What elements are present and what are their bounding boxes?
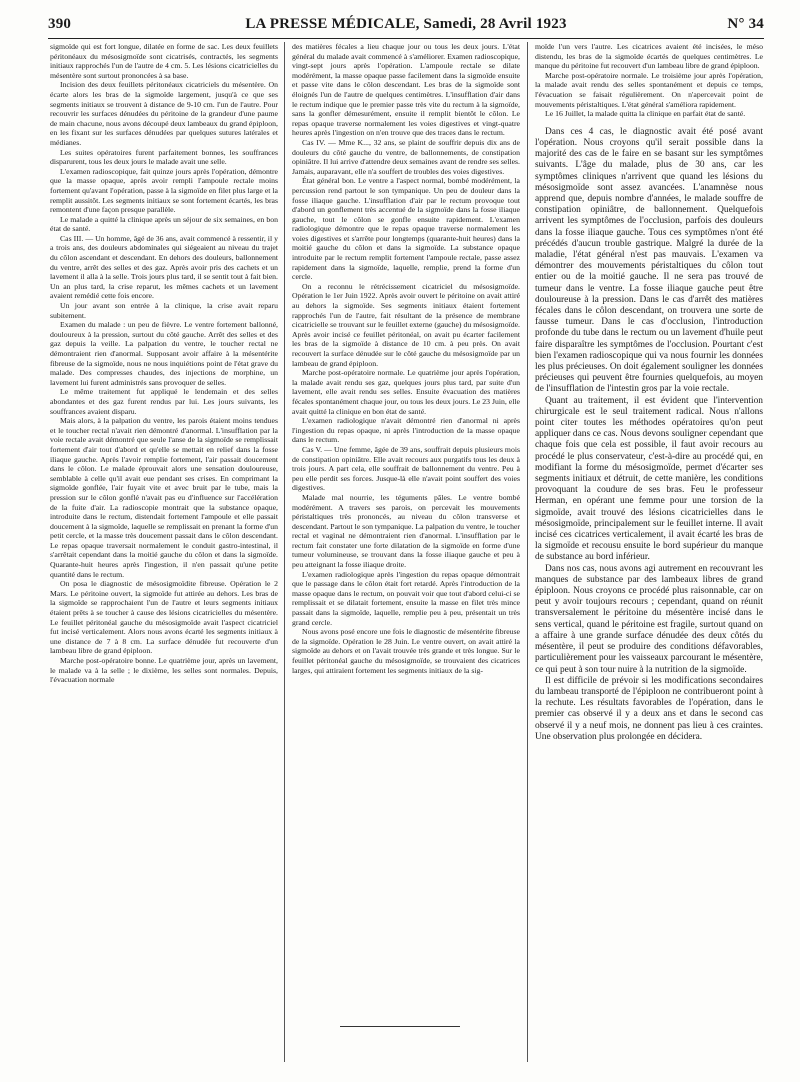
paragraph: Le malade a quitté la clinique après un séjour de six semaines, en bon état de santé. [50,214,278,234]
paragraph: Mais alors, à la palpation du ventre, les parois étaient moins tendues et le toucher rectal n'avait rien démontré d'anormal. L'insufflation par la voie rectale avait démontré que seule l'anse de la sigmoïde se remplissait fortement d'air tout d'abord et qu'elle se mettait en relief dans la fosse iliaque gauche. Après l'avoir remplie fortement, l'air passait doucement dans le côlon. Le malade éprouvait alors une sensation douloureuse, semblable à celle qu'il avait eue pendant ses crises. En comprimant la sigmoïde gonflée, l'air fuyait vite et avec bruit par le tube, mais la pression sur le côlon gonflé n'avait pas eu d'influence sur l'accélération de la fuite d'air. La radioscopie montrait que la substance opaque, introduite dans le rectum, distendait fortement l'ampoule et elle passait doucement à la sigmoïde, laquelle se remplissait en prenant la forme d'un petit cercle, et la masse très doucement passait dans le côlon descendant. Le repas opaque traversait normalement le conduit gastro-intestinal, il s'arrêtait cependant dans la moitié gauche du côlon et dans la sigmoïde. Quarante-huit heures après l'ingestion, il n'en passait qu'une petite quantité dans le rectum. [50,416,278,579]
column-right [535,42,763,1072]
page-header [48,16,764,36]
page-number: 390 [48,16,72,32]
paragraph: sigmoïde qui est fort longue, dilatée en forme de sac. Les deux feuillets péritonéaux du mésosigmoïde sont cicatrisés, contractés, les segments initiaux rapprochés l'un de l'autre de 4 cm. 5. Les lésions cicatricielles du mésentère sont surtout prononcées à sa base. [50,42,278,80]
paragraph: État général bon. Le ventre a l'aspect normal, bombé modérément, la percussion rend partout le son tympanique. Un peu de douleur dans la fosse iliaque gauche. L'insufflation d'air par le rectum provoque tout d'abord un gonflement très accentué de la sigmoïde dans la fosse iliaque gauche, tout le côlon se gonfle ensuite rapidement. L'examen radiologique démontre que le repas opaque traverse normalement les voies digestives et s'arrête pour longtemps (quarante-huit heures) dans la moitié gauche du côlon et dans la sigmoïde. La substance opaque introduite par le rectum remplit fortement l'ampoule rectale, passe assez rapidement dans la sigmoïde, laquelle, remplie, prend la forme d'un cercle. [292,176,520,282]
case-paragraph: Cas IV. — Mme K..., 32 ans, se plaint de souffrir depuis dix ans de douleurs du côté gauche du ventre, de ballonnements, de constipation opiniâtre. Il lui arrive d'attendre deux semaines avant de rendre ses selles. Jamais, auparavant, elle n'a souffert de troubles des voies digestives. [292,137,520,176]
paragraph: Quant au traitement, il est évident que l'intervention chirurgicale est le seul traitement radical. Nous n'allons point citer toutes les méthodes opératoires qu'on peut appliquer dans ce cas. Nous devons souligner cependant que chaque fois que cela est possible, il faut avoir recours au procédé le plus conservateur, c'est-à-dire au procédé qui, en modifiant la forme du mésosigmoïde, permet d'écarter ses segments initiaux et détruit, de cette manière, les conditions provoquant la coudure de ses bras. Feu le professeur Herman, en opérant une femme pour une torsion de la sigmoïde, avait trouvé des lésions cicatricielles dans le mésosigmoïde, principalement sur le feuillet interne. Il avait incisé ces cicatrices verticalement, il avait écarté les bras de la sigmoïde et recousu ensuite le bord supérieur du manque de substance au bord inférieur. [535,395,763,563]
paragraph: Nous avons posé encore une fois le diagnostic de mésentérite fibreuse de la sigmoïde. Opération le 28 Juin. Le ventre ouvert, on avait attiré la sigmoïde au dehors et on l'avait trouvée très grande et très longue. Sur le feuillet péritonéal gauche du mésosigmoïde, se trouvaient des cicatrices larges, qui attiraient fortement les segments initiaux de la sig- [292,627,520,675]
paragraph: Dans nos cas, nous avons agi autrement en recouvrant les manques de substance par des lambeaux libres de grand épiploon. Nous croyons ce procédé plus raisonnable, car on peut y avoir toujours recours ; cependant, quand on réunit transversalement le péritoine du mésentère incisé dans le sens vertical, quand le péritoine est fragile, surtout quand on a affaire à une grande surface dénudée des deux côtés du mésentère, il peut se produire des conditions défavorables, particulièrement pour les vaisseaux parcourant le mésentère, ce qui peut à son tour nuire à la nutrition de la sigmoïde. [535,563,763,675]
case-paragraph: Cas V. — Une femme, âgée de 39 ans, souffrait depuis plusieurs mois de constipation opiniâtre. Elle avait recours aux purgatifs tous les deux à trois jours. A part cela, elle souffrait de ballonnement du ventre. Peu à peu elle perdit ses forces. Jusque-là elle n'avait point souffert des voies digestives. [292,444,520,493]
paragraph: Malade mal nourrie, les téguments pâles. Le ventre bombé modérément. A travers ses parois, on percevait les mouvements péristaltiques très prononcés, au niveau du côlon transverse et descendant. Partout le son tympanique. La palpation du ventre, le toucher rectal et vaginal ne démontraient rien d'anormal. L'insufflation par le rectum fait constater une forte dilatation de la sigmoïde en forme d'une tumeur volumineuse, se trouvant dans la fosse iliaque gauche et peu à peu atteignant la fosse iliaque droite. [292,492,520,570]
journal-title: LA PRESSE MÉDICALE, Samedi, 28 Avril 1923 [245,16,567,32]
column-divider [527,42,528,1062]
paragraph: des matières fécales a lieu chaque jour ou tous les deux jours. L'état général du malade avait commencé à s'améliorer. Examen radioscopique, vingt-sept jours après l'opération. L'ampoule rectale se dilate modérément, la masse opaque passe facilement dans la sigmoïde ensuite et passe vite dans le côlon descendant. Les bras de la sigmoïde sont éloignés l'un de l'autre de quelques centimètres. L'insufflation d'air dans le rectum indique que le premier passe très vite du rectum à la sigmoïde, sans la gonfler démesurément, ensuite il remplit bientôt le côlon. Le repas opaque traverse normalement les voies digestives et vingt-quatre heures après l'ingestion on n'en trouve que des traces dans le rectum. [292,42,520,138]
paragraph: Marche post-opératoire normale. Le troisième jour après l'opération, la malade avait rendu des selles spontanément et depuis ce temps, l'évacuation se faisait régulièrement. On n'apercevait point de mouvements péristaltiques. L'état général s'améliora rapidement. [535,70,763,109]
paragraph: moïde l'un vers l'autre. Les cicatrices avaient été incisées, le méso distendu, les bras de la sigmoïde écartés de quelques centimètres. Le manque du péritoine fut recouvert d'un lambeau libre de grand épiploon. [535,42,763,71]
case-five-conclusion [535,42,763,119]
paragraph: L'examen radioscopique, fait quinze jours après l'opération, démontre que la masse opaque, après avoir rempli l'ampoule rectale moins fortement qu'avant l'opération, passe à la sigmoïde en filet plus large et la remplit aussitôt. Les segments initiaux se sont fortement écartés, les bras remontent d'une façon presque parallèle. [50,166,278,215]
column-middle [292,42,520,1072]
paragraph: Dans ces 4 cas, le diagnostic avait été posé avant l'opération. Nous croyons qu'il serait possible dans la majorité des cas de le faire en se basant sur les symptômes suivants. L'âge du malade, plus de 30 ans, car les symptômes cliniques n'arrivent que quand les lésions du mésosigmoïde sont assez avancées. L'anamnèse nous apprend que, depuis nombre d'années, le malade souffre de constipation opiniâtre, de ballonnement. Quelquefois arrivent les symptômes de l'occlusion, parfois des douleurs dans la fosse iliaque gauche. Tous ces symptômes n'ont été précédés d'aucun trouble gastrique. Malgré la durée de la maladie, l'état général n'est pas mauvais. L'examen va démontrer des mouvements péristaltiques du côlon tout entier ou de la moitié gauche. Il ne sera pas trouvé de tumeur dans le ventre. La fosse iliaque gauche peut être douloureuse à la pression. Dans le cas d'arrêt des matières fécales dans le côlon descendant, on trouvera une sorte de fausse tumeur. Dans le cas d'occlusion, l'introduction profonde du tube dans le rectum ou un lavement d'huile peut faire disparaître les symptômes de l'occlusion. Pourtant c'est bien l'examen radioscopique qui va nous fournir les données les plus précieuses. On doit également souligner les données précieuses qui peuvent être fournies quelquefois, au moyen de l'insufflation de l'intestin gros par la voie rectale. [535,126,763,395]
column-divider [284,42,285,1062]
paragraph: On a reconnu le rétrécissement cicatriciel du mésosigmoïde. Opération le 1er Juin 1922. Après avoir ouvert le péritoine on avait attiré au dehors la sigmoïde. Ses segments initiaux étaient fortement rapprochés l'un de l'autre, fait résultant de la présence de membrane cicatricielle se trouvant sur le feuillet externe (gauche) du mésosigmoïde. Après avoir incisé ce feuillet péritonéal, on avait pu écarter facilement les bras de la sigmoïde à distance de 10 cm. à peu près. On avait recouvert la surface dénudée sur le côté gauche du mésosigmoïde par un lambeau de grand épiploon. [292,281,520,368]
paragraph: Marche post-opératoire normale. Le quatrième jour après l'opération, la malade avait rendu ses gaz, quelques jours plus tard, par suite d'un lavement, elle avait rendu ses selles. Ensuite évacuation des matières fécales spontanément chaque jour, ou tous les deux jours. Le 23 Juin, elle avait quitté la clinique en bon état de santé. [292,368,520,416]
paragraph: Le même traitement fut appliqué le lendemain et des selles abondantes et des gaz furent rendus par lui. Les jours suivants, les souffrances avaient disparu. [50,387,278,416]
footer-rule [340,1026,460,1027]
case-paragraph: Cas III. — Un homme, âgé de 36 ans, avait commencé à ressentir, il y a trois ans, des douleurs abdominales qui siégeaient au niveau du trajet du côlon ascendant et descendant. En dehors des douleurs, ballonnement du ventre, arrêt des selles et des gaz. Après avoir pris des cachets et un lavement il alla à la selle. Trois jours plus tard, il se sentit tout à fait bien. Un an plus tard, la crise reparut, les mêmes cachets et un lavement avaient remédié cette fois encore. [50,233,278,301]
paragraph: Un jour avant son entrée à la clinique, la crise avait reparu subitement. [50,301,278,320]
column-left [50,42,278,1072]
paragraph: Les suites opératoires furent parfaitement bonnes, les souffrances disparurent, tous les deux jours le malade avait une selle. [50,147,278,167]
paragraph: Examen du malade : un peu de fièvre. Le ventre fortement ballonné, douloureux à la pression, surtout du côté gauche. Arrêt des selles et des gaz depuis la veille. La palpation du ventre, le toucher rectal ne démontraient rien d'anormal. Supposant avoir affaire à la mésentérite fibreuse de la sigmoïde, nous ne nous inquiétions point de l'état grave du malade. Des compresses chaudes, des injections de morphine, un lavement lui furent administrés sans provoquer de selles. [50,320,278,387]
paragraph: Le 16 Juillet, la malade quitta la clinique en parfait état de santé. [545,109,746,119]
paragraph: L'examen radiologique n'avait démontré rien d'anormal ni après l'ingestion du repas opaque, ni après l'introduction de la masse opaque dans le rectum. [292,416,520,445]
paragraph: On posa le diagnostic de mésosigmoïdite fibreuse. Opération le 2 Mars. Le péritoine ouvert, la sigmoïde fut attirée au dehors. Les bras de la sigmoïde se rapprochaient l'un de l'autre et leurs segments initiaux étaient prêts à se toucher à cause des lésions cicatricielles du mésentère. Le feuillet péritonéal gauche du mésosigmoïde avait l'aspect cicatriciel fut incisé verticalement. Alors nous avons écarté les segments initiaux à une distance de 7 à 8 cm. La surface dénudée fut recouverte d'un lambeau libre de grand épiploon. [50,579,278,656]
discussion-section [535,127,763,743]
paragraph: Marche post-opératoire bonne. Le quatrième jour, après un lavement, le malade va à la selle ; le dixième, les selles sont normales. Depuis, l'évacuation normale [50,656,278,685]
issue-number: N° 34 [727,16,764,32]
header-rule [48,38,764,39]
paragraph: Il est difficile de prévoir si les modifications secondaires du lambeau transporté de l'épiploon ne contribueront point à la rechute. Les résultats favorables de l'opération, dans le premier cas observé il y a deux ans et dans le second cas observé il y a neuf mois, ne donnent pas lieu à ces craintes. Une observation plus prolongée en décidera. [535,675,763,742]
paragraph: L'examen radiologique après l'ingestion du repas opaque démontrait que le passage dans le côlon était fort retardé. Après l'introduction de la masse opaque dans le rectum, on pouvait voir que tout d'abord celui-ci se remplissait et se dilatait fortement, ensuite la masse en filet très mince passait dans la sigmoïde, laquelle, remplie peu à peu, présentait un très grand cercle. [292,569,520,627]
paragraph: Incision des deux feuillets péritonéaux cicatriciels du mésentère. On écarte alors les bras de la sigmoïde largement, jusqu'à ce que ses segments initiaux se trouvent à distance de 9-10 cm. l'un de l'autre. Pour recouvrir les surfaces dénudées du péritoine de la grandeur d'une paume de main chacune, nous avons découpé deux lambeaux du grand épiploon, en les fixant sur les surfaces dénudées par quelques sutures latérales et médianes. [50,80,278,147]
